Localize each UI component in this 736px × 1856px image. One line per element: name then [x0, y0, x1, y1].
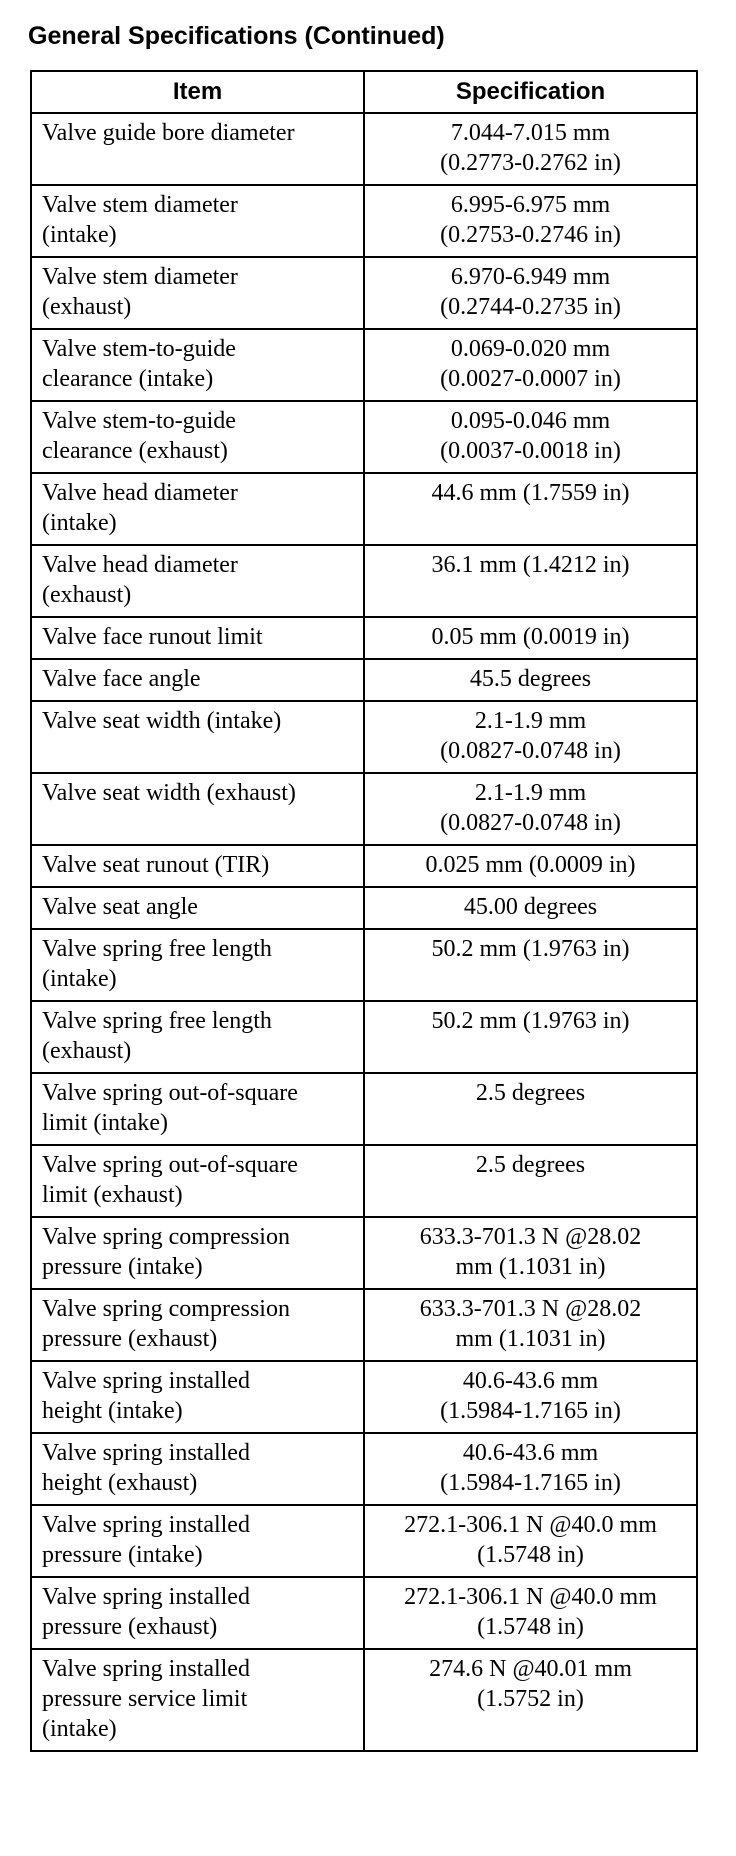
specification-cell [364, 1001, 697, 1073]
specification-text: 2.1-1.9 mm (0.0827-0.0748 in) [440, 780, 621, 836]
item-text: Valve guide bore diameter [42, 120, 295, 146]
item-text: Valve spring installed height (exhaust) [42, 1440, 250, 1496]
item-text: Valve stem-to-guide clearance (exhaust) [42, 408, 236, 464]
specification-text: 633.3-701.3 N @28.02 mm (1.1031 in) [419, 1296, 642, 1352]
table-row [31, 845, 697, 887]
specification-text: 633.3-701.3 N @28.02 mm (1.1031 in) [419, 1224, 642, 1280]
specification-cell [364, 1361, 697, 1433]
item-text: Valve head diameter (exhaust) [42, 552, 238, 608]
header-specification: Specification [364, 71, 697, 113]
specification-cell [364, 887, 697, 929]
table-row [31, 257, 697, 329]
item-text: Valve spring installed height (intake) [42, 1368, 250, 1424]
item-text: Valve head diameter (intake) [42, 480, 238, 536]
table-row [31, 1433, 697, 1505]
item-cell [31, 1217, 364, 1289]
specification-cell [364, 257, 697, 329]
specification-text: 0.069-0.020 mm (0.0027-0.0007 in) [440, 336, 621, 392]
item-text: Valve spring out-of-square limit (intake) [42, 1080, 298, 1136]
item-cell [31, 113, 364, 185]
specification-cell [364, 1649, 697, 1751]
table-row [31, 1001, 697, 1073]
specification-text: 0.05 mm (0.0019 in) [431, 624, 630, 650]
item-text: Valve stem diameter (exhaust) [42, 264, 238, 320]
specification-cell [364, 1073, 697, 1145]
item-text: Valve spring installed pressure service limit (intake) [42, 1656, 250, 1742]
item-cell [31, 1505, 364, 1577]
specification-cell [364, 929, 697, 1001]
table-row [31, 773, 697, 845]
specification-text: 2.5 degrees [475, 1080, 586, 1106]
specification-cell [364, 113, 697, 185]
item-cell [31, 545, 364, 617]
item-cell [31, 701, 364, 773]
table-row [31, 659, 697, 701]
specification-cell [364, 401, 697, 473]
specification-cell [364, 185, 697, 257]
table-row [31, 113, 697, 185]
specification-cell [364, 659, 697, 701]
item-cell [31, 1289, 364, 1361]
table-row [31, 1073, 697, 1145]
specification-text: 272.1-306.1 N @40.0 mm (1.5748 in) [404, 1512, 657, 1568]
specification-cell [364, 701, 697, 773]
specification-cell [364, 1289, 697, 1361]
table-row [31, 617, 697, 659]
specification-text: 50.2 mm (1.9763 in) [431, 936, 630, 962]
specification-text: 2.5 degrees [475, 1152, 586, 1178]
table-row [31, 401, 697, 473]
specification-text: 6.995-6.975 mm (0.2753-0.2746 in) [440, 192, 621, 248]
specification-text: 50.2 mm (1.9763 in) [431, 1008, 630, 1034]
table-body [31, 113, 697, 1751]
item-cell [31, 473, 364, 545]
item-cell [31, 1361, 364, 1433]
specification-cell [364, 473, 697, 545]
specification-text: 36.1 mm (1.4212 in) [431, 552, 630, 578]
table-row [31, 329, 697, 401]
specification-cell [364, 1217, 697, 1289]
specification-cell [364, 1577, 697, 1649]
item-text: Valve spring installed pressure (intake) [42, 1512, 250, 1568]
specification-text: 44.6 mm (1.7559 in) [431, 480, 630, 506]
table-header-row [31, 71, 697, 113]
item-cell [31, 929, 364, 1001]
item-cell [31, 257, 364, 329]
page-title: General Specifications (Continued) [28, 22, 445, 50]
specification-text: 2.1-1.9 mm (0.0827-0.0748 in) [440, 708, 621, 764]
item-cell [31, 659, 364, 701]
specification-text: 40.6-43.6 mm (1.5984-1.7165 in) [440, 1440, 621, 1496]
table-row [31, 929, 697, 1001]
table-row [31, 887, 697, 929]
item-cell [31, 617, 364, 659]
table-row [31, 545, 697, 617]
table-row [31, 1217, 697, 1289]
specifications-table [30, 70, 698, 1752]
item-cell [31, 1577, 364, 1649]
specification-cell [364, 617, 697, 659]
table-row [31, 1289, 697, 1361]
item-text: Valve spring compression pressure (exhaust) [42, 1296, 290, 1352]
specification-cell [364, 773, 697, 845]
item-cell [31, 887, 364, 929]
specification-text: 272.1-306.1 N @40.0 mm (1.5748 in) [404, 1584, 657, 1640]
header-item: Item [31, 71, 364, 113]
table-row [31, 1361, 697, 1433]
specification-text: 7.044-7.015 mm (0.2773-0.2762 in) [440, 120, 621, 176]
item-cell [31, 185, 364, 257]
specification-cell [364, 545, 697, 617]
specification-text: 274.6 N @40.01 mm (1.5752 in) [429, 1656, 632, 1712]
item-cell [31, 401, 364, 473]
specification-cell [364, 845, 697, 887]
item-cell [31, 773, 364, 845]
specification-text: 45.5 degrees [469, 666, 592, 692]
item-text: Valve spring free length (exhaust) [42, 1008, 272, 1064]
specification-text: 40.6-43.6 mm (1.5984-1.7165 in) [440, 1368, 621, 1424]
specification-text: 0.025 mm (0.0009 in) [425, 852, 636, 878]
item-text: Valve face runout limit [42, 624, 263, 650]
table-row [31, 1505, 697, 1577]
item-text: Valve stem diameter (intake) [42, 192, 238, 248]
item-cell [31, 1001, 364, 1073]
item-text: Valve seat angle [42, 894, 198, 920]
table-row [31, 1577, 697, 1649]
item-cell [31, 1433, 364, 1505]
table-row [31, 701, 697, 773]
item-text: Valve seat width (exhaust) [42, 780, 296, 806]
specification-cell [364, 1433, 697, 1505]
specification-cell [364, 1145, 697, 1217]
specification-text: 6.970-6.949 mm (0.2744-0.2735 in) [440, 264, 621, 320]
item-text: Valve stem-to-guide clearance (intake) [42, 336, 236, 392]
specification-cell [364, 329, 697, 401]
item-cell [31, 329, 364, 401]
table-row [31, 473, 697, 545]
item-text: Valve face angle [42, 666, 201, 692]
item-text: Valve spring installed pressure (exhaust) [42, 1584, 250, 1640]
specification-text: 45.00 degrees [463, 894, 598, 920]
item-text: Valve spring free length (intake) [42, 936, 272, 992]
specification-text: 0.095-0.046 mm (0.0037-0.0018 in) [440, 408, 621, 464]
item-cell [31, 1649, 364, 1751]
item-cell [31, 1145, 364, 1217]
item-cell [31, 845, 364, 887]
table-row [31, 1145, 697, 1217]
table-row [31, 1649, 697, 1751]
item-cell [31, 1073, 364, 1145]
item-text: Valve spring compression pressure (intake) [42, 1224, 290, 1280]
specification-cell [364, 1505, 697, 1577]
item-text: Valve seat width (intake) [42, 708, 282, 734]
item-text: Valve seat runout (TIR) [42, 852, 270, 878]
item-text: Valve spring out-of-square limit (exhaust) [42, 1152, 298, 1208]
table-row [31, 185, 697, 257]
